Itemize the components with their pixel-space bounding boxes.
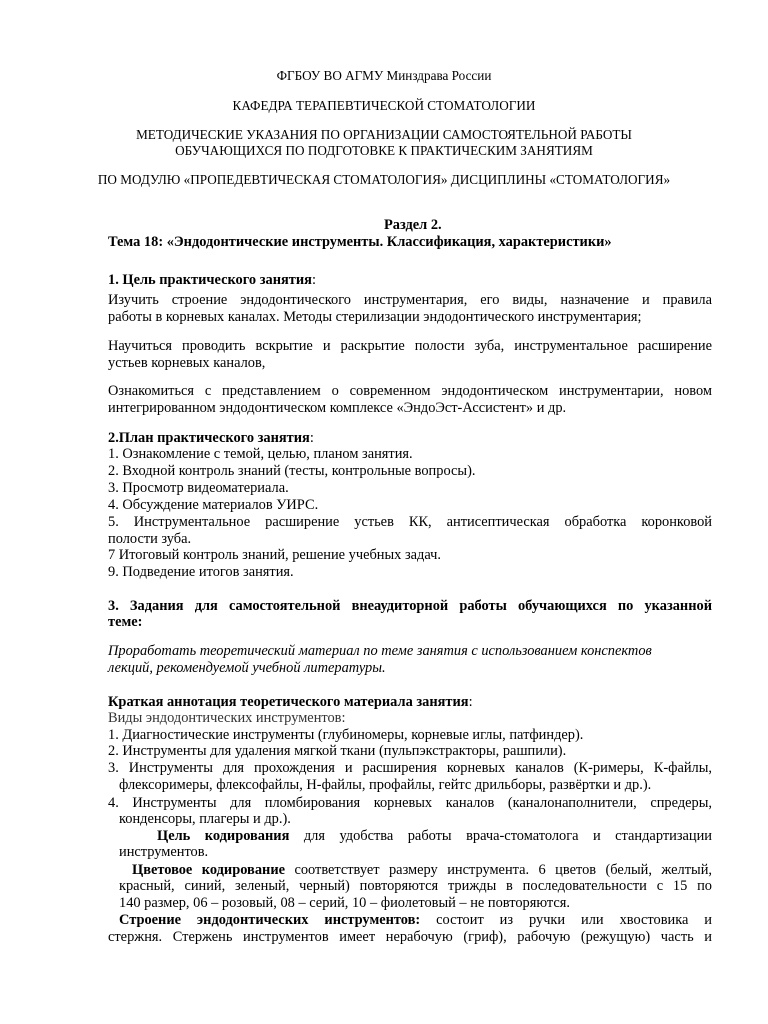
coding-paragraph-line1 (157, 828, 712, 845)
module-title: ПО МОДУЛЮ «ПРОПЕДЕВТИЧЕСКАЯ СТОМАТОЛОГИЯ» ДИСЦИПЛИНЫ «СТОМАТОЛОГИЯ» (97, 172, 671, 187)
plan-heading-colon: : (309, 430, 314, 446)
plan-item: 2. Входной контроль знаний (тесты, контрольные вопросы). (108, 463, 476, 479)
department-name: КАФЕДРА ТЕРАПЕВТИЧЕСКОЙ СТОМАТОЛОГИИ (232, 98, 536, 113)
goal-paragraph-1-line1: Изучить строение эндодонтического инструментария, его виды, назначение и правила (108, 292, 712, 308)
plan-item: полости зуба. (108, 531, 192, 547)
annotation-list-item: 4. Инструменты для пломбирования корневых каналов (каналонаполнители, спредеры, (108, 795, 712, 811)
structure-text: состоит из ручки или хвостовика и (420, 912, 712, 928)
color-term: Цветовое кодирование (132, 862, 285, 878)
goal-paragraph-3-line1: Ознакомиться с представлением о современном эндодонтическом инструментарии, новом (108, 383, 712, 399)
goal-heading: 1. Цель практического занятия (108, 272, 312, 288)
doc-title-line2: ОБУЧАЮЩИХСЯ ПО ПОДГОТОВКЕ К ПРАКТИЧЕСКИМ ЗАНЯТИЯМ (175, 143, 593, 158)
goal-paragraph-2-line1: Научиться проводить вскрытие и раскрытие полости зуба, инструментальное расширение (108, 338, 712, 354)
annotation-heading-colon: : (468, 694, 473, 710)
doc-title-line1: МЕТОДИЧЕСКИЕ УКАЗАНИЯ ПО ОРГАНИЗАЦИИ САМОСТОЯТЕЛЬНОЙ РАБОТЫ (136, 127, 632, 142)
plan-item: 5. Инструментальное расширение устьев КК, антисептическая обработка коронковой (108, 514, 712, 530)
color-text: соответствует размеру инструмента. 6 цветов (белый, желтый, (285, 862, 712, 878)
plan-heading: 2.План практического занятия (108, 430, 310, 446)
color-paragraph-line2: красный, синий, зеленый, черный) повторяются трижды в последовательности с 15 по (119, 878, 712, 894)
goal-paragraph-2-line2: устьев корневых каналов, (108, 355, 266, 371)
plan-item: 4. Обсуждение материалов УИРС. (108, 497, 319, 513)
goal-heading-colon: : (311, 272, 316, 288)
annotation-list-item: флексоримеры, флексофайлы, Н-файлы, профайлы, гейтс дрильборы, развёртки и др.). (119, 777, 652, 793)
annotation-list-item: 1. Диагностические инструменты (глубиномеры, корневые иглы, патфиндер). (108, 727, 584, 743)
goal-heading-line (108, 272, 316, 289)
plan-item: 7 Итоговый контроль знаний, решение учебных задач. (108, 547, 441, 563)
institution-name: ФГБОУ ВО АГМУ Минздрава России (276, 68, 492, 83)
tasks-text-line1: Проработать теоретический материал по теме занятия с использованием конспектов (108, 643, 652, 659)
structure-term: Строение эндодонтических инструментов: (119, 912, 421, 928)
coding-text: для удобства работы врача-стоматолога и стандартизации (289, 828, 712, 844)
color-paragraph-line1 (132, 862, 712, 879)
plan-item: 9. Подведение итогов занятия. (108, 564, 294, 580)
structure-paragraph-line1 (119, 912, 712, 929)
goal-paragraph-1-line2: работы в корневых каналах. Методы стерилизации эндодонтического инструментария; (108, 309, 642, 325)
tasks-heading-line1: 3. Задания для самостоятельной внеаудиторной работы обучающихся по указанной (108, 598, 712, 614)
color-paragraph-line3: 140 размер, 06 – розовый, 08 – серий, 10 – фиолетовый – не повторяются. (119, 895, 570, 911)
tasks-text-line2: лекций, рекомендуемой учебной литературы. (108, 660, 386, 676)
annotation-list-item: 3. Инструменты для прохождения и расширения корневых каналов (К-римеры, К-файлы, (108, 760, 712, 776)
plan-item: 1. Ознакомление с темой, целью, планом занятия. (108, 446, 413, 462)
annotation-list-item: конденсоры, плагеры и др.). (119, 811, 291, 827)
annotation-heading: Краткая аннотация теоретического материала занятия (108, 694, 469, 710)
goal-paragraph-3-line2: интегрированном эндодонтическом комплексе «ЭндоЭст-Ассистент» и др. (108, 400, 567, 416)
coding-paragraph-line2: инструментов. (119, 844, 209, 860)
section-label: Раздел 2. (384, 217, 442, 233)
coding-term: Цель кодирования (157, 828, 290, 844)
annotation-heading-line (108, 694, 473, 711)
plan-heading-line (108, 430, 314, 447)
plan-item: 3. Просмотр видеоматериала. (108, 480, 289, 496)
tasks-heading-line2: теме: (108, 614, 143, 630)
annotation-intro: Виды эндодонтических инструментов: (108, 710, 346, 726)
topic-title: Тема 18: «Эндодонтические инструменты. Классификация, характеристики» (108, 234, 612, 250)
structure-paragraph-line2: стержня. Стержень инструментов имеет нерабочую (гриф), рабочую (режущую) часть и (108, 929, 712, 945)
annotation-list-item: 2. Инструменты для удаления мягкой ткани (пульпэкстракторы, рашпили). (108, 743, 567, 759)
